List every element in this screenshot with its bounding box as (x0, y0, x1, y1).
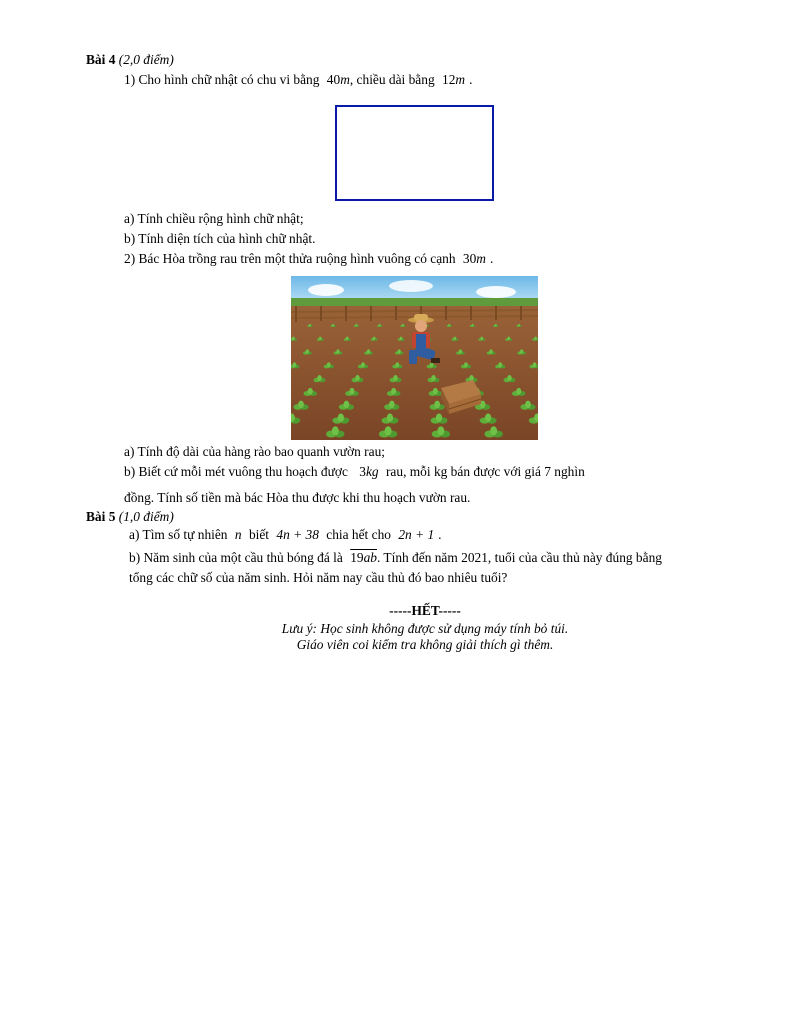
qa-mid2: chia hết cho (326, 527, 391, 542)
qb-prefix: b) Năm sinh của một cầu thủ bóng đá là (129, 550, 343, 565)
q2b-unit: kg (365, 464, 379, 479)
farm-illustration (291, 276, 538, 440)
q1-perimeter: 40 (326, 72, 341, 87)
q2-end: . (489, 251, 494, 266)
q1-prefix: 1) Cho hình chữ nhật có chu vi bằng (124, 72, 320, 87)
q1-mid: , chiều dài bằng (349, 72, 435, 87)
bai5-qa (129, 527, 442, 543)
q2b-suffix: rau, mỗi kg bán được với giá 7 nghìn (385, 464, 585, 479)
q1-length: 12 (442, 72, 456, 87)
qa-end: . (438, 527, 442, 542)
end-marker: -----HẾT----- (389, 603, 461, 618)
q1-unit2: m (455, 72, 466, 87)
q2b-prefix: b) Biết cứ mỗi mét vuông thu hoạch được (124, 464, 348, 479)
qa-var: n (234, 527, 242, 542)
bai4-q2 (124, 251, 493, 267)
bai4-points: (2,0 điểm) (118, 52, 174, 67)
bai5-qb-cont: tổng các chữ số của năm sinh. Hỏi năm nay cầu thủ đó bao nhiêu tuổi? (129, 570, 508, 585)
bai5-points: (1,0 điểm) (118, 509, 174, 524)
bai5-qb (129, 550, 662, 566)
qa-mid1: biết (248, 527, 270, 542)
bai4-q1b: b) Tính diện tích của hình chữ nhật. (124, 231, 316, 246)
qa-expr2: 2n + 1 (398, 527, 435, 542)
q2-side: 30 (462, 251, 477, 266)
bai5-heading (86, 509, 174, 525)
qb-suffix: . Tính đến năm 2021, tuổi của cầu thủ này đúng bằng (376, 550, 662, 565)
q1-unit1: m (340, 72, 350, 87)
q2b-amount: 3 (359, 464, 366, 479)
bai5-title: Bài 5 (86, 509, 116, 524)
farm-svg (291, 276, 538, 440)
q1-end: . (469, 72, 473, 87)
year-var: ab (363, 550, 377, 565)
bai4-q2a: a) Tính độ dài của hàng rào bao quanh vườn rau; (124, 444, 385, 459)
birth-year-overline (350, 550, 377, 565)
qa-expr1: 4n + 38 (276, 527, 319, 542)
bai4-q2b-cont: đồng. Tính số tiền mà bác Hòa thu được khi thu hoạch vườn rau. (124, 490, 471, 505)
note-calculator: Lưu ý: Học sinh không được sử dụng máy tính bỏ túi. (281, 621, 569, 636)
year-fixed: 19 (350, 550, 364, 565)
qa-prefix: a) Tìm số tự nhiên (129, 527, 228, 542)
bai4-heading (86, 52, 174, 68)
q2-unit: m (476, 251, 486, 266)
bai4-q2b (124, 464, 585, 480)
bai4-q1a: a) Tính chiều rộng hình chữ nhật; (124, 211, 304, 226)
q2-prefix: 2) Bác Hòa trồng rau trên một thửa ruộng hình vuông có cạnh (124, 251, 456, 266)
bai4-title: Bài 4 (86, 52, 116, 67)
bai4-q1 (124, 72, 472, 88)
note-proctor: Giáo viên coi kiểm tra không giải thích gì thêm. (296, 637, 554, 652)
rectangle-figure (335, 105, 494, 201)
